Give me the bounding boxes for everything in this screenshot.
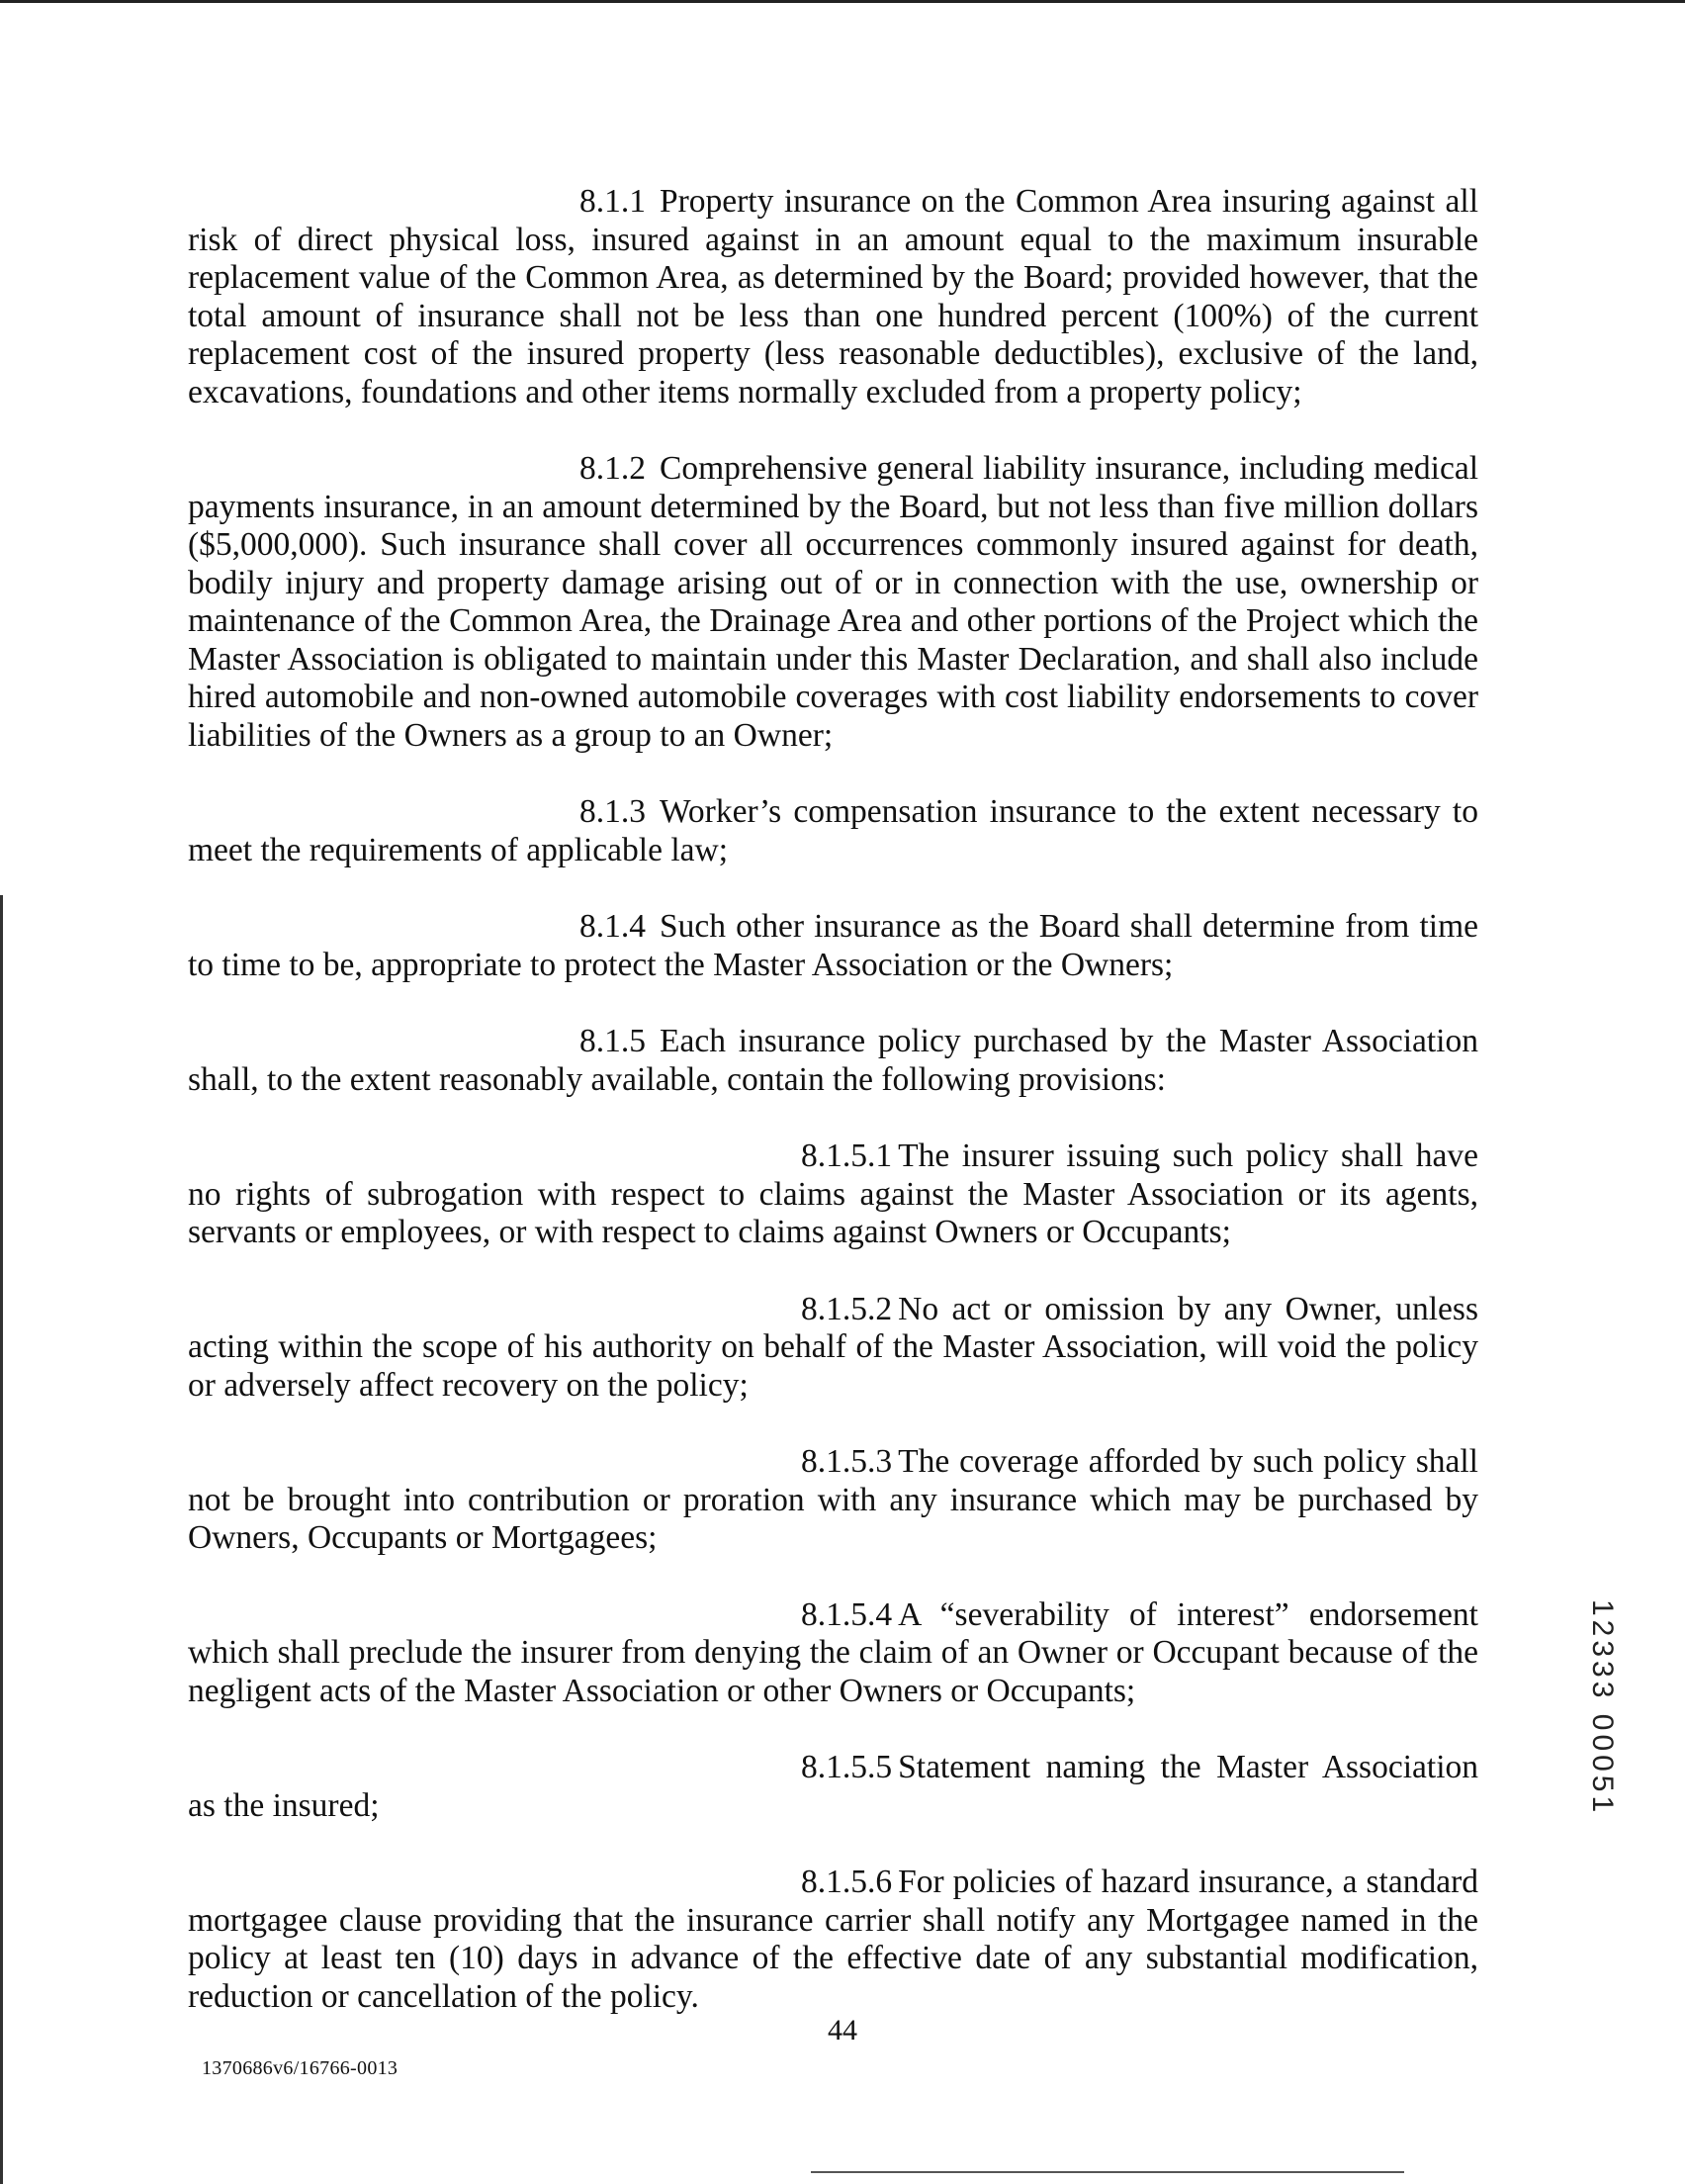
margin-stamp-text: 12333 00051 <box>1586 1599 1619 1817</box>
paragraph-text: Property insurance on the Common Area insuring against all risk of direct physical loss, insured against in an amount equal to the maximum insurable replacement value of the Common Area, as determined by the Board; provided however, that the total amount of insurance shall not be less than one hundred percent (100%) of the current replacement cost of the insured property (less reasonable deductibles), exclusive of the land, excavations, foundations and other items normally excluded from a property policy; <box>188 183 1478 410</box>
margin-stamp <box>1577 1599 1637 1857</box>
paragraph-text: The coverage afforded by such policy shall not be brought into contribution or proration with any insurance which may be purchased by Owners, Occupants or Mortgagees; <box>188 1443 1478 1556</box>
paragraph-8-1-5-1 <box>188 1138 1478 1252</box>
paragraph-8-1-1 <box>188 183 1478 411</box>
paragraph-8-1-2 <box>188 450 1478 755</box>
paragraph-8-1-3 <box>188 793 1478 869</box>
scan-edge-bottom <box>811 2171 1404 2173</box>
paragraph-text: Comprehensive general liability insurance, including medical payments insurance, in an amount determined by the Board, but not less than five million dollars ($5,000,000). Such insurance shall cover all occurrences commonly insured against for death, bodily injury and property damage arising out of or in connection with the use, ownership or maintenance of the Common Area, the Drainage Area and other portions of the Project which the Master Association is obligated to maintain under this Master Declaration, and shall also include hired automobile and non-owned automobile coverages with cost liability endorsements to cover liabilities of the Owners as a group to an Owner; <box>188 450 1478 754</box>
paragraph-number: 8.1.5.1 <box>801 1138 893 1174</box>
paragraph-number: 8.1.4 <box>579 908 646 945</box>
paragraph-number: 8.1.1 <box>579 183 646 220</box>
paragraph-text: Such other insurance as the Board shall determine from time to time to be, appropriate to protect the Master Association or the Owners; <box>188 908 1478 983</box>
paragraph-text: A “severability of interest” endorsement which shall preclude the insurer from denying the claim of an Owner or Occupant because of the negligent acts of the Master Association or other Owners or Occupants; <box>188 1595 1478 1709</box>
paragraph-text: Worker’s compensation insurance to the extent necessary to meet the requirements of applicable law; <box>188 793 1478 868</box>
paragraph-8-1-5-5 <box>188 1749 1478 1825</box>
paragraph-text: Statement naming the Master Association as the insured; <box>188 1749 1478 1824</box>
paragraph-number: 8.1.5.6 <box>801 1864 893 1900</box>
paragraph-number: 8.1.5.4 <box>801 1595 893 1633</box>
paragraph-number: 8.1.5.3 <box>801 1443 893 1480</box>
paragraph-number: 8.1.5 <box>579 1023 646 1059</box>
scan-edge-left <box>0 895 3 2184</box>
scan-edge-top <box>0 0 1685 3</box>
paragraph-number: 8.1.3 <box>579 793 646 830</box>
paragraph-text: The insurer issuing such policy shall have no rights of subrogation with respect to claims against the Master Association or its agents, servants or employees, or with respect to claims against Owners or Occupants; <box>188 1138 1478 1250</box>
paragraph-8-1-4 <box>188 908 1478 984</box>
paragraph-8-1-5-3 <box>188 1443 1478 1558</box>
paragraph-8-1-5-2 <box>188 1291 1478 1406</box>
paragraph-8-1-5 <box>188 1023 1478 1099</box>
paragraph-text: For policies of hazard insurance, a standard mortgagee clause providing that the insurance carrier shall notify any Mortgagee named in the policy at least ten (10) days in advance of the effective date of any substantial modification, reduction or cancellation of the policy. <box>188 1864 1478 2015</box>
page-number: 44 <box>828 2014 857 2047</box>
paragraph-8-1-5-4 <box>188 1596 1478 1711</box>
paragraph-number: 8.1.5.2 <box>801 1290 893 1327</box>
paragraph-number: 8.1.2 <box>579 450 646 487</box>
paragraph-text: No act or omission by any Owner, unless acting within the scope of his authority on behalf of the Master Association, will void the policy or adversely affect recovery on the policy; <box>188 1290 1478 1404</box>
document-id: 1370686v6/16766-0013 <box>202 2057 399 2079</box>
paragraph-number: 8.1.5.5 <box>801 1749 893 1785</box>
paragraph-8-1-5-6 <box>188 1864 1478 2016</box>
document-body <box>188 183 1478 2054</box>
paragraph-text: Each insurance policy purchased by the Master Association shall, to the extent reasonably available, contain the following provisions: <box>188 1023 1478 1098</box>
